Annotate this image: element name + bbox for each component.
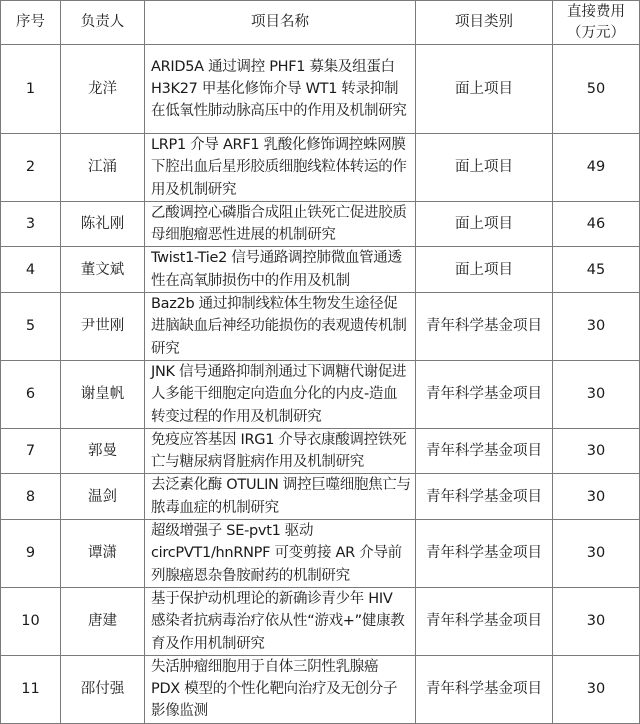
cell-fee: 30	[553, 655, 640, 723]
cell-fee: 30	[553, 360, 640, 428]
cell-project-name: LRP1 介导 ARF1 乳酸化修饰调控蛛网膜下腔出血后星形胶质细胞线粒体转运的作用及机制研究	[145, 134, 416, 202]
cell-index: 9	[1, 520, 61, 588]
cell-project-name: 基于保护动机理论的新确诊青少年 HIV 感染者抗病毒治疗依从性“游戏+”健康教育及作用机制研究	[145, 587, 416, 655]
cell-project-name: ARID5A 通过调控 PHF1 募集及组蛋白 H3K27 甲基化修饰介导 WT1 转录抑制在低氧性肺动脉高压中的作用及机制研究	[145, 45, 416, 134]
cell-leader: 龙洋	[61, 45, 145, 134]
cell-index: 10	[1, 587, 61, 655]
cell-category: 面上项目	[416, 247, 553, 293]
cell-category: 青年科学基金项目	[416, 474, 553, 520]
cell-category: 面上项目	[416, 134, 553, 202]
cell-category: 面上项目	[416, 201, 553, 247]
cell-fee: 50	[553, 45, 640, 134]
cell-fee: 45	[553, 247, 640, 293]
cell-category: 青年科学基金项目	[416, 655, 553, 723]
cell-leader: 唐建	[61, 587, 145, 655]
cell-fee: 30	[553, 293, 640, 361]
header-leader: 负责人	[61, 1, 145, 45]
cell-fee: 30	[553, 587, 640, 655]
header-index: 序号	[1, 1, 61, 45]
cell-category: 青年科学基金项目	[416, 428, 553, 474]
cell-category: 青年科学基金项目	[416, 587, 553, 655]
cell-fee: 30	[553, 474, 640, 520]
cell-leader: 谢皇帆	[61, 360, 145, 428]
cell-leader: 谭潇	[61, 520, 145, 588]
table-row	[1, 134, 640, 202]
cell-category: 青年科学基金项目	[416, 293, 553, 361]
cell-leader: 温剑	[61, 474, 145, 520]
cell-index: 7	[1, 428, 61, 474]
cell-leader: 董文斌	[61, 247, 145, 293]
cell-leader: 邵付强	[61, 655, 145, 723]
cell-project-name: 免疫应答基因 IRG1 介导衣康酸调控铁死亡与糖尿病肾脏病作用及机制研究	[145, 428, 416, 474]
header-category: 项目类别	[416, 1, 553, 45]
cell-category: 面上项目	[416, 45, 553, 134]
cell-index: 3	[1, 201, 61, 247]
cell-project-name: 失活肿瘤细胞用于自体三阴性乳腺癌 PDX 模型的个性化靶向治疗及无创分子影像监测	[145, 655, 416, 723]
cell-index: 1	[1, 45, 61, 134]
cell-index: 5	[1, 293, 61, 361]
table-row	[1, 247, 640, 293]
cell-leader: 尹世刚	[61, 293, 145, 361]
header-fee-line2: （万元）	[567, 24, 625, 41]
cell-fee: 30	[553, 428, 640, 474]
cell-category: 青年科学基金项目	[416, 520, 553, 588]
cell-leader: 陈礼刚	[61, 201, 145, 247]
cell-project-name: JNK 信号通路抑制剂通过下调糖代谢促进人多能干细胞定向造血分化的内皮-造血转变过程的作用及机制研究	[145, 360, 416, 428]
cell-project-name: 超级增强子 SE-pvt1 驱动 circPVT1/hnRNPF 可变剪接 AR 介导前列腺癌恩杂鲁胺耐药的机制研究	[145, 520, 416, 588]
header-project-name: 项目名称	[145, 1, 416, 45]
table-row	[1, 293, 640, 361]
table-row	[1, 428, 640, 474]
table-row	[1, 474, 640, 520]
cell-project-name: Twist1-Tie2 信号通路调控肺微血管通透性在高氧肺损伤中的作用及机制	[145, 247, 416, 293]
cell-leader: 江涌	[61, 134, 145, 202]
header-row	[1, 1, 640, 45]
cell-index: 11	[1, 655, 61, 723]
cell-category: 青年科学基金项目	[416, 360, 553, 428]
table-row	[1, 655, 640, 723]
table-row	[1, 520, 640, 588]
header-fee	[553, 1, 640, 45]
header-fee-line1: 直接费用	[567, 3, 625, 20]
cell-fee: 30	[553, 520, 640, 588]
cell-index: 2	[1, 134, 61, 202]
cell-project-name: Baz2b 通过抑制线粒体生物发生途径促进脑缺血后神经功能损伤的表观遗传机制研究	[145, 293, 416, 361]
table-row	[1, 45, 640, 134]
cell-index: 6	[1, 360, 61, 428]
cell-fee: 46	[553, 201, 640, 247]
cell-fee: 49	[553, 134, 640, 202]
cell-index: 8	[1, 474, 61, 520]
cell-index: 4	[1, 247, 61, 293]
cell-leader: 郭曼	[61, 428, 145, 474]
table-row	[1, 360, 640, 428]
table-row	[1, 201, 640, 247]
table-row	[1, 587, 640, 655]
cell-project-name: 乙酸调控心磷脂合成阻止铁死亡促进胶质母细胞瘤恶性进展的机制研究	[145, 201, 416, 247]
cell-project-name: 去泛素化酶 OTULIN 调控巨噬细胞焦亡与脓毒血症的机制研究	[145, 474, 416, 520]
